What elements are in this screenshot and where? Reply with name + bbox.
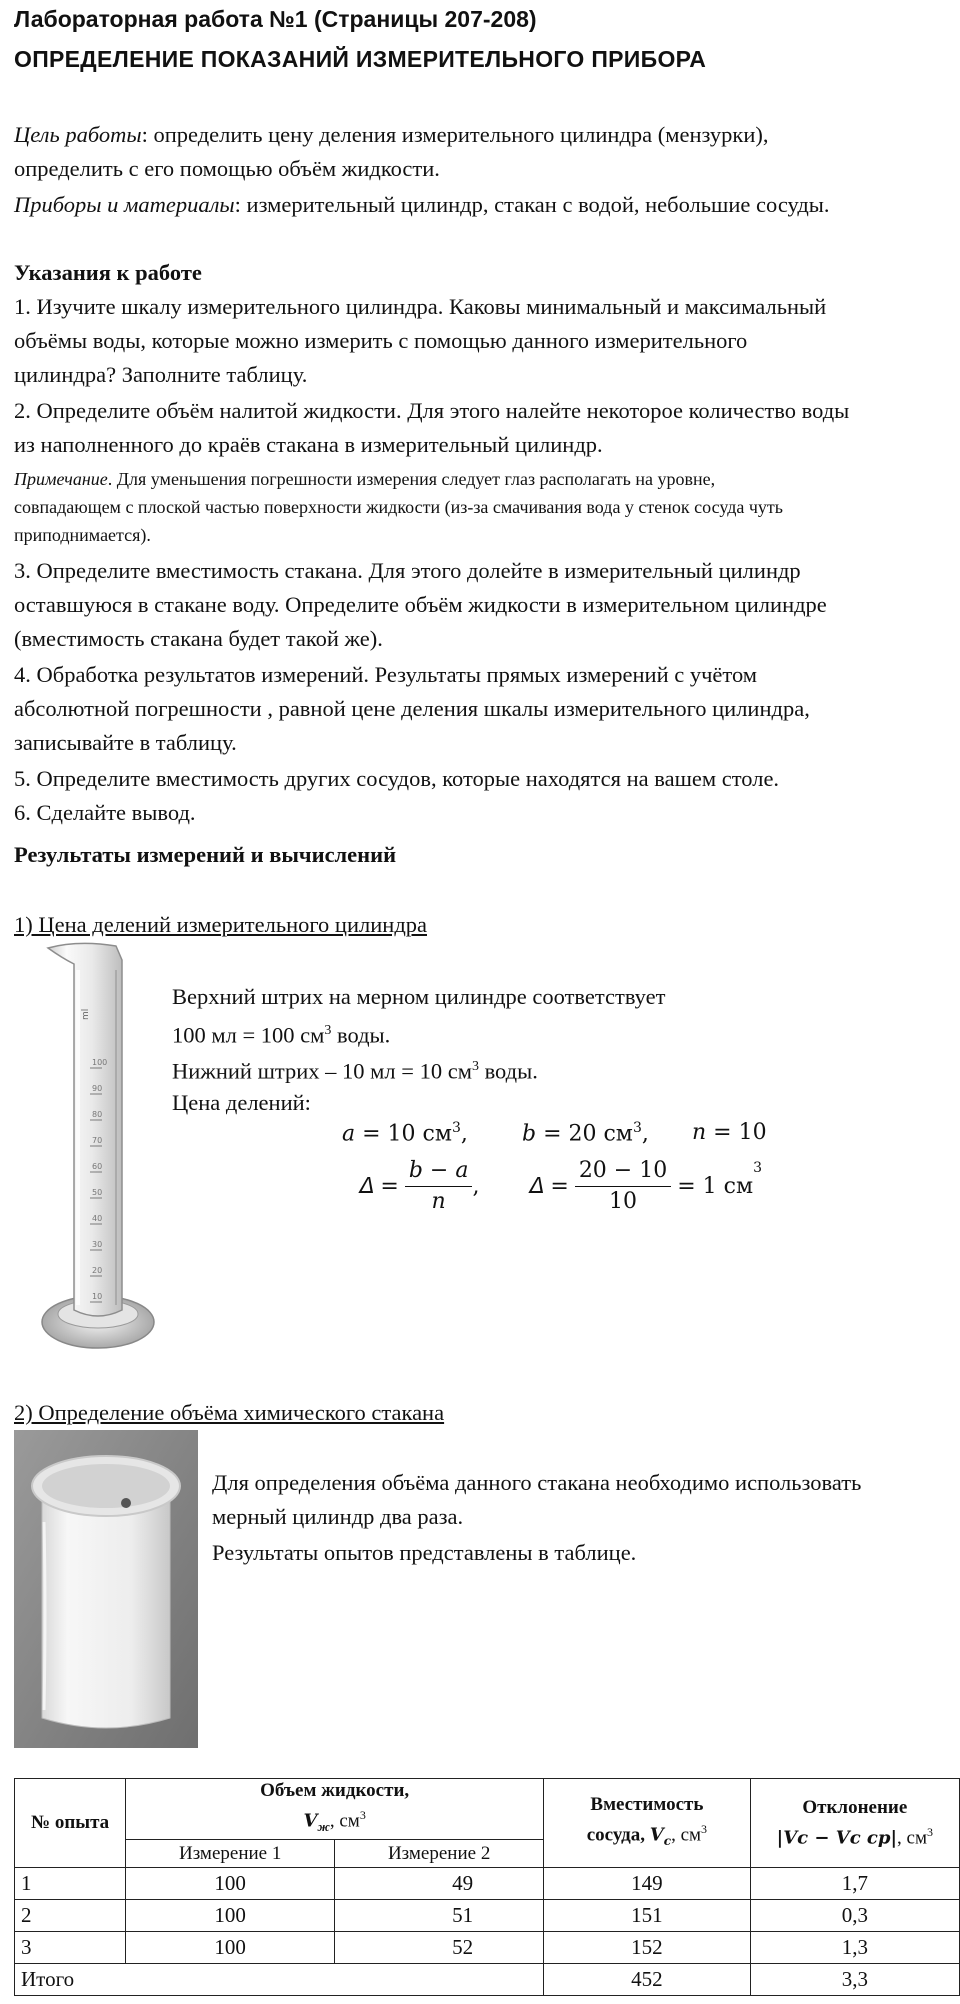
note-paragraph <box>14 466 715 493</box>
cell-capacity: 149 <box>544 1868 751 1900</box>
scale-label: 80 <box>92 1110 103 1119</box>
note-text: . Для уменьшения погрешности измерения следует глаз располагать на уровне, <box>107 469 716 489</box>
section2-line2: мерный цилиндр два раза. <box>212 1504 464 1529</box>
scale-label: 30 <box>92 1240 103 1249</box>
instruction-line: цилиндра? Заполните таблицу. <box>14 362 308 387</box>
note-label: Примечание <box>14 469 108 489</box>
scale-label: 70 <box>92 1136 103 1145</box>
note-text: приподнимается). <box>14 525 151 545</box>
section1-line1: Верхний штрих на мерном цилиндре соответствует <box>172 984 666 1009</box>
instruction-line: объёмы воды, которые можно измерить с помощью данного измерительного <box>14 328 748 353</box>
goal-text-2: определить с его помощью объём жидкости. <box>14 156 440 181</box>
formula-price: 𝛥 = $\frac{\text{𝑏 − 𝑎}}{\text{𝑛}}$ , <box>358 1158 480 1214</box>
instruction-line: 6. Сделайте вывод. <box>14 800 196 825</box>
cell-capacity: 151 <box>544 1900 751 1932</box>
cell-measurement-1: 100 <box>126 1868 335 1900</box>
goal-text: : определить цену деления измерительного цилиндра (мензурки), <box>141 122 769 147</box>
value-n: 𝑛 = 10 <box>692 1120 767 1145</box>
cell-total-label: Итого <box>15 1964 544 1996</box>
value-b: 𝑏 = 20 $см^3$, <box>522 1120 649 1147</box>
table-total-row <box>15 1964 960 1996</box>
cell-deviation: 1,3 <box>750 1932 959 1964</box>
scale-label: 60 <box>92 1162 103 1171</box>
document-title: Лабораторная работа №1 (Страницы 207-208) <box>14 6 537 32</box>
cell-experiment: 3 <box>15 1932 126 1964</box>
instruction-line: (вместимость стакана будет такой же). <box>14 626 383 651</box>
instruction-line: 1. Изучите шкалу измерительного цилиндра. Каковы минимальный и максимальный <box>14 294 827 319</box>
scale-label: 50 <box>92 1188 103 1197</box>
header-experiment-number: № опыта <box>15 1779 126 1868</box>
instruction-line: 4. Обработка результатов измерений. Результаты прямых измерений с учётом <box>14 662 758 687</box>
section1-line4: Цена делений: <box>172 1090 311 1115</box>
cell-experiment: 1 <box>15 1868 126 1900</box>
table-header-row <box>15 1779 960 1840</box>
instruction-line: оставшуюся в стакане воду. Определите объём жидкости в измерительном цилиндре <box>14 592 827 617</box>
results-table <box>14 1778 960 1996</box>
section1-line2: 100 мл = 100 $см^3$ воды. <box>172 1022 391 1048</box>
cell-measurement-1: 100 <box>126 1900 335 1932</box>
scale-label: 20 <box>92 1266 103 1275</box>
section2-line1: Для определения объёма данного стакана необходимо использовать <box>212 1470 862 1495</box>
instruction-line: из наполненного до краёв стакана в измерительный цилиндр. <box>14 432 603 457</box>
results-heading: Результаты измерений и вычислений <box>14 842 397 867</box>
beaker-image <box>14 1430 198 1748</box>
instruction-line: абсолютной погрешности , равной цене деления шкалы измерительного цилиндра, <box>14 696 810 721</box>
table-row <box>15 1868 960 1900</box>
section2-line3: Результаты опытов представлены в таблице. <box>212 1540 637 1565</box>
instructions-heading: Указания к работе <box>14 260 202 285</box>
measuring-cylinder-image <box>38 940 158 1360</box>
cell-measurement-2: 49 <box>335 1868 544 1900</box>
cell-total-deviation: 3,3 <box>750 1964 959 1996</box>
cell-measurement-2: 51 <box>335 1900 544 1932</box>
header-liquid-volume: Объем жидкости, 𝑽$_ж$, $см^3$ <box>126 1779 544 1840</box>
goal-label: Цель работы <box>14 122 142 147</box>
scale-label: 100 <box>92 1058 108 1067</box>
instruction-line: 3. Определите вместимость стакана. Для этого долейте в измерительный цилиндр <box>14 558 801 583</box>
instruction-line: записывайте в таблицу. <box>14 730 237 755</box>
goal-paragraph <box>14 118 769 152</box>
scale-label: 90 <box>92 1084 103 1093</box>
note-text: совпадающем с плоской частью поверхности жидкости (из-за смачивания вода у стенок сосуда чуть <box>14 497 783 517</box>
instruction-line: 5. Определите вместимость других сосудов, которые находятся на вашем столе. <box>14 766 780 791</box>
section2-title: 2) Определение объёма химического стакана <box>14 1400 445 1425</box>
cell-total-capacity: 452 <box>544 1964 751 1996</box>
cell-deviation: 1,7 <box>750 1868 959 1900</box>
scale-label: 10 <box>92 1292 103 1301</box>
header-deviation: Отклонение |𝑽𝒄 − 𝑽𝒄 𝒄𝒑|, $см^3$ <box>750 1779 959 1868</box>
cell-experiment: 2 <box>15 1900 126 1932</box>
materials-text: : измерительный цилиндр, стакан с водой, небольшие сосуды. <box>234 192 830 217</box>
value-a: 𝑎 = 10 $см^3$, <box>342 1120 468 1147</box>
section1-line3: Нижний штрих – 10 мл = 10 $см^3$ воды. <box>172 1058 538 1084</box>
cell-measurement-2: 52 <box>335 1932 544 1964</box>
section1-title: 1) Цена делений измерительного цилиндра <box>14 912 427 937</box>
svg-text:ml: ml <box>81 1008 91 1020</box>
cell-measurement-1: 100 <box>126 1932 335 1964</box>
formula-calc: 𝛥 = $\frac{20 - 10}{10}$ = 1 см $^3$ <box>528 1158 763 1214</box>
table-row <box>15 1900 960 1932</box>
instruction-line: 2. Определите объём налитой жидкости. Для этого налейте некоторое количество воды <box>14 398 850 423</box>
cell-deviation: 0,3 <box>750 1900 959 1932</box>
header-capacity: Вместимость сосуда, 𝑽$_𝒄$, $см^3$ <box>544 1779 751 1868</box>
header-measurement-1: Измерение 1 <box>126 1840 335 1868</box>
cell-capacity: 152 <box>544 1932 751 1964</box>
materials-paragraph <box>14 188 830 222</box>
scale-label: 40 <box>92 1214 103 1223</box>
header-measurement-2: Измерение 2 <box>335 1840 544 1868</box>
table-row <box>15 1932 960 1964</box>
materials-label: Приборы и материалы <box>14 192 235 217</box>
document-subtitle: ОПРЕДЕЛЕНИЕ ПОКАЗАНИЙ ИЗМЕРИТЕЛЬНОГО ПРИБОРА <box>14 46 707 72</box>
